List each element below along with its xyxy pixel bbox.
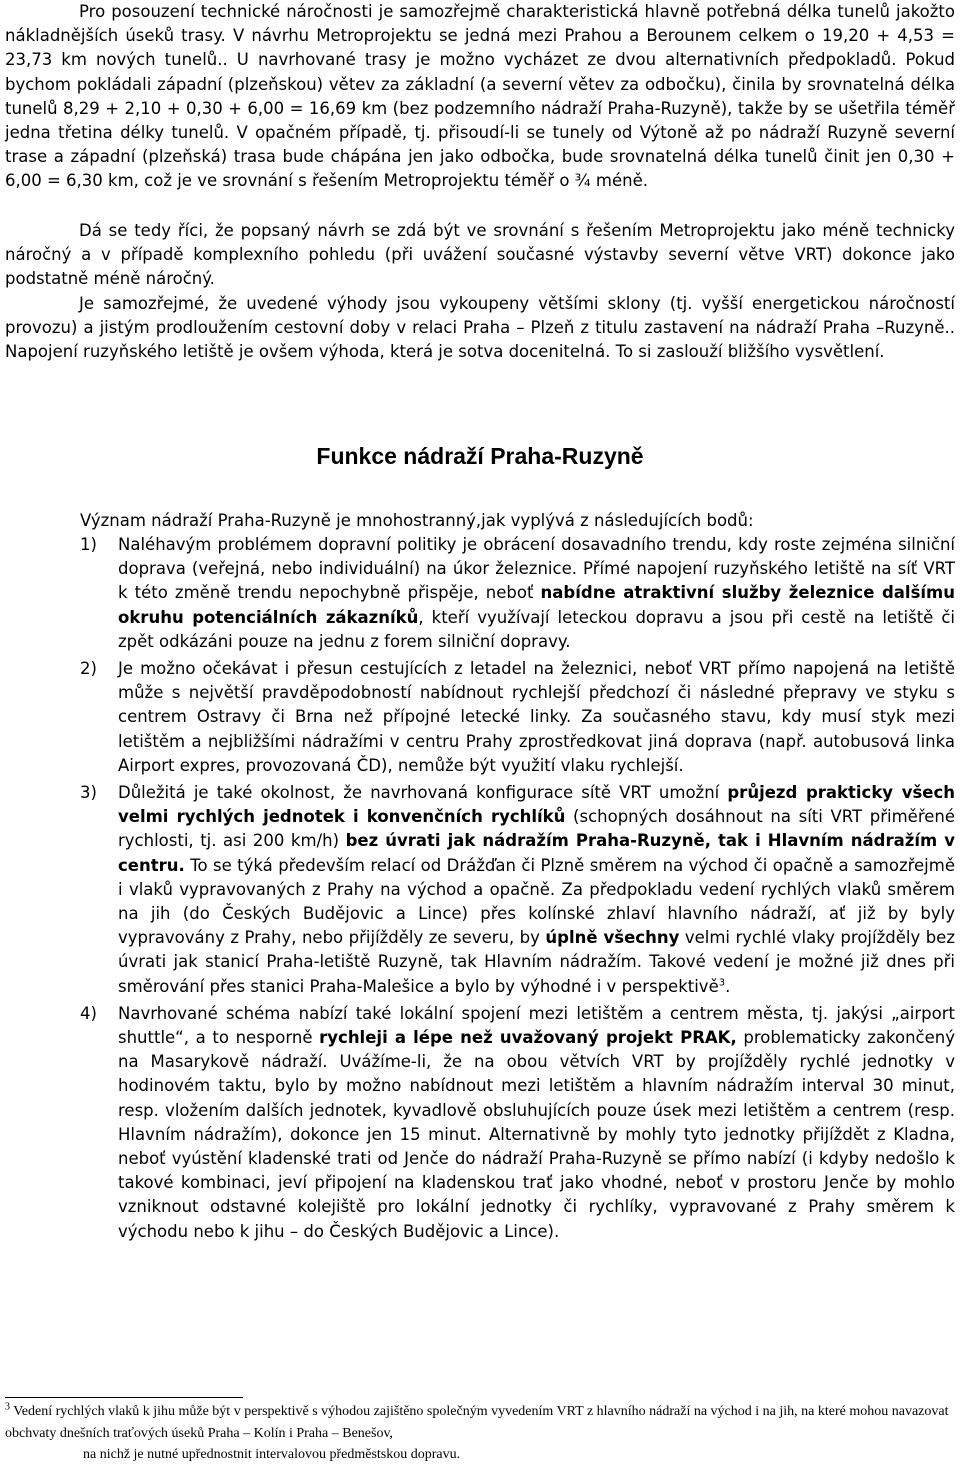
list-item — [80, 657, 955, 778]
list-text: velmi rychlé vlaky projížděly bez úvrati jak stanicí Praha-letiště Ruzyně, tak Hlavním nádražím. Takové vedení je možné již dnes při směrování přes stanici Praha-Malešice a bylo by výhodné i v perspektivě — [118, 928, 955, 996]
footnote — [5, 1401, 955, 1444]
list-text-bold: nabídne atraktivní služby železnice dalšímu okruhu potenciálních zákazníků — [118, 583, 955, 627]
footnote-text: Vedení rychlých vlaků k jihu může být v perspektivě s výhodou zajištěno společným vyvedením VRT z hlavního nádraží na východ i na jih, na které mohou navazovat obchvaty dnešních traťových úseků Praha – Kolín i Praha – Benešov, — [5, 1404, 949, 1441]
list-number: 2) — [80, 659, 97, 679]
section-heading: Funkce nádraží Praha-Ruzyně — [316, 443, 644, 469]
paragraph-comparison: Dá se tedy říci, že popsaný návrh se zdá být ve srovnání s řešením Metroprojektu jako méně technicky náročný a v případě komplexního pohledu (při uvážení současné výstavby severní větve VRT) dokonce jako podstatně méně náročný. — [5, 221, 955, 289]
footnote-mark: 3 — [5, 1401, 10, 1413]
list-text-bold: průjezd prakticky všech velmi rychlých jednotek i konvenčních rychlíků — [118, 783, 955, 827]
footnote-reference[interactable]: 3 — [718, 977, 726, 989]
list-text: . — [725, 976, 731, 996]
list-text: Naléhavým problémem dopravní politiky je obrácení dosavadního trendu, kdy roste zejména silniční doprava (veřejná, nebo individuální) na úkor železnice. Přímé napojení ruzyňského letiště na síť VRT k této změně trendu nepochybně přispěje, neboť — [118, 535, 955, 603]
list-text: problematicky zakončený na Masarykově nádraží. Uvážíme-li, že na obou větvích VRT by projížděly rychlé jednotky v hodinovém taktu, bylo by možno nabídnout mezi letištěm a hlavním nádražím interval 30 minut, resp. vložením dalších jednotek, kyvadlově obsluhujících pouze úsek mezi letištěm a centrem (resp. Hlavním nádražím), dokonce jen 15 minut. Alternativně by mohly tyto jednotky přijíždět z Kladna, neboť vyústění kladenské trati od Jenče do nádraží Praha-Ruzyně se přímo nabízí (i kdyby nedošlo k takové kombinaci, jeví připojení na kladenskou trať jako vhodné, neboť v prostoru Jenče by mohlo vzniknout odstavné kolejiště pro lokální jednotky či rychlíky, vypravované z Prahy směrem k východu nebo k jihu – do Českých Budějovic a Lince). — [118, 1028, 955, 1241]
list-number: 3) — [80, 783, 97, 803]
list-number: 1) — [80, 535, 97, 554]
footnote-divider — [5, 1397, 243, 1398]
list-item — [80, 533, 955, 654]
list-text: Navrhované schéma nabízí také lokální spojení mezi letištěm a centrem města, tj. jakýsi „airport shuttle“, a to nesporně — [118, 1003, 955, 1048]
section-intro: Význam nádraží Praha-Ruzyně je mnohostranný,jak vyplývá z následujících bodů: — [80, 511, 754, 530]
footnote-text-last-line: na nichž je nutné upřednostnit intervalovou předměstskou dopravu. — [83, 1447, 461, 1462]
paragraph-advantages: Je samozřejmé, že uvedené výhody jsou vykoupeny většími sklony (tj. vyšší energetickou náročností provozu) a jistým prodloužením cestovní doby v relaci Praha – Plzeň z titulu zastavení na nádraží Praha –Ruzyně.. Napojení ruzyňského letiště je ovšem výhoda, která je sotva docenitelná. To si zaslouží bližšího vysvětlení. — [5, 294, 955, 362]
list-text-bold: úplně všechny — [545, 928, 680, 948]
paragraph-tunnel-lengths: Pro posouzení technické náročnosti je samozřejmě charakteristická hlavně potřebná délka tunelů jakožto nákladnějších úseků trasy. V návrhu Metroprojektu se jedná mezi Prahou a Berounem celkem o 19,20 + 4,53 = 23,73 km nových tunelů.. U navrhované trasy je možno vycházet ze dvou alternativních předpokladů. Pokud bychom pokládali západní (plzeňskou) větev za základní (a severní větev za odbočku), činila by srovnatelná délka tunelů 8,29 + 2,10 + 0,30 + 6,00 = 16,69 km (bez podzemního nádraží Praha-Ruzyně), takže by se ušetřila téměř jedna třetina délky tunelů. V opačném případě, tj. přisoudí-li se tunely od Výtoně až po nádraží Ruzyně severní trase a západní (plzeňská) trasa bude chápána jen jako odbočka, bude srovnatelná délka tunelů činit jen 0,30 + 6,00 = 6,30 km, což je ve srovnání s řešením Metroprojektu téměř o ¾ méně. — [5, 2, 955, 191]
list-item — [80, 1002, 955, 1244]
list-text: Je možno očekávat i přesun cestujících z letadel na železnici, neboť VRT přímo napojená na letiště může s největší pravděpodobností nabídnout rychlejší předchozí či následné přepravy ve styku s centrem Ostravy či Brna než přípojné letecké linky. Za současného stavu, kdy musí styk mezi letištěm a nejbližšími nádražími v centru Prahy zprostředkovat jiná doprava (např. autobusová linka Airport expres, provozovaná ČD), nemůže být využití vlaku rychlejší. — [118, 659, 955, 775]
list-text: (schopných dosáhnout na síti VRT přiměřené rychlosti, tj. asi 200 km/h) — [118, 807, 955, 851]
list-text: Důležitá je také okolnost, že navrhovaná konfigurace sítě VRT umožní — [118, 783, 728, 803]
list-text-bold: rychleji a lépe než uvažovaný projekt PRAK, — [319, 1028, 737, 1048]
list-item — [80, 781, 955, 999]
list-text: To se týká především relací od Drážďan či Plzně směrem na východ či opačně a samozřejmě i vlaků vypravovaných z Prahy na východ a opačně. Za předpokladu vedení rychlých vlaků směrem na jih (do Českých Budějovic a Lince) přes kolínské zhlaví hlavního nádraží, ať již by byly vypravovány z Prahy, nebo přijížděly ze severu, by — [118, 855, 955, 948]
list-text: , kteří využívají leteckou dopravu a jsou při cestě na letiště či zpět odkázáni pouze na jednu z forem silniční dopravy. — [118, 607, 955, 651]
list-number: 4) — [80, 1003, 97, 1023]
points-list — [80, 533, 955, 1247]
list-text-bold: bez úvrati jak nádražím Praha-Ruzyně, tak i Hlavním nádražím v centru. — [118, 831, 956, 875]
